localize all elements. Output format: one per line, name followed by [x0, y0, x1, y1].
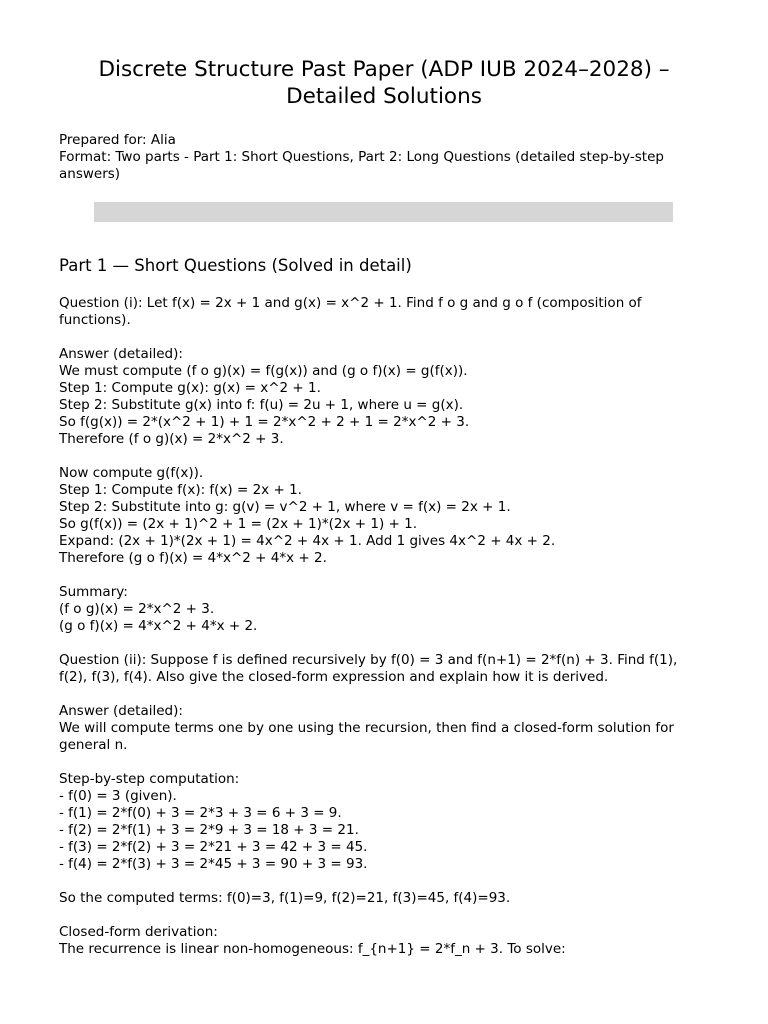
q1-summary-line: (f o g)(x) = 2*x^2 + 3. — [59, 601, 215, 617]
horizontal-divider — [94, 202, 673, 222]
q1-summary-label: Summary: — [59, 584, 128, 600]
q2-intro-line-2: general n. — [59, 737, 128, 753]
q1-line: Step 2: Substitute into g: g(v) = v^2 + 1, where v = f(x) = 2x + 1. — [59, 499, 511, 515]
q1-line: Therefore (g o f)(x) = 4*x^2 + 4*x + 2. — [59, 550, 327, 566]
q1-line: Now compute g(f(x)). — [59, 465, 204, 481]
q2-question-line-2: f(2), f(3), f(4). Also give the closed-form expression and explain how it is derived. — [59, 669, 609, 685]
q1-line: So f(g(x)) = 2*(x^2 + 1) + 1 = 2*x^2 + 2 + 1 = 2*x^2 + 3. — [59, 414, 470, 430]
q1-line: Expand: (2x + 1)*(2x + 1) = 4x^2 + 4x + 1. Add 1 gives 4x^2 + 4x + 2. — [59, 533, 556, 549]
q2-intro-line-1: We will compute terms one by one using the recursion, then find a closed-form solution for — [59, 720, 674, 736]
q2-question-line-1: Question (ii): Suppose f is defined recursively by f(0) = 3 and f(n+1) = 2*f(n) + 3. Find f(1), — [59, 652, 678, 668]
q1-line: Therefore (f o g)(x) = 2*x^2 + 3. — [59, 431, 284, 447]
q2-step: - f(1) = 2*f(0) + 3 = 2*3 + 3 = 6 + 3 = 9. — [59, 805, 342, 821]
q1-line: Step 1: Compute f(x): f(x) = 2x + 1. — [59, 482, 302, 498]
q1-answer-label: Answer (detailed): — [59, 346, 183, 362]
q2-step: - f(3) = 2*f(2) + 3 = 2*21 + 3 = 42 + 3 = 45. — [59, 839, 368, 855]
q1-line: Step 1: Compute g(x): g(x) = x^2 + 1. — [59, 380, 321, 396]
q2-computed-terms: So the computed terms: f(0)=3, f(1)=9, f(2)=21, f(3)=45, f(4)=93. — [59, 890, 511, 906]
q2-steps-label: Step-by-step computation: — [59, 771, 240, 787]
part1-body — [59, 295, 719, 958]
q1-line: So g(f(x)) = (2x + 1)^2 + 1 = (2x + 1)*(2x + 1) + 1. — [59, 516, 417, 532]
q1-summary-line: (g o f)(x) = 4*x^2 + 4*x + 2. — [59, 618, 258, 634]
prepared-for: Prepared for: Alia — [59, 132, 176, 148]
q1-line: We must compute (f o g)(x) = f(g(x)) and (g o f)(x) = g(f(x)). — [59, 363, 468, 379]
document-meta — [59, 132, 719, 183]
q2-answer-label: Answer (detailed): — [59, 703, 183, 719]
q1-question-line-1: Question (i): Let f(x) = 2x + 1 and g(x) = x^2 + 1. Find f o g and g o f (composition of — [59, 295, 642, 311]
q1-question-line-2: functions). — [59, 312, 131, 328]
q2-closed-form-label: Closed-form derivation: — [59, 924, 218, 940]
document-title — [40, 56, 728, 110]
q2-step: - f(4) = 2*f(3) + 3 = 2*45 + 3 = 90 + 3 = 93. — [59, 856, 368, 872]
title-line-2: Detailed Solutions — [286, 84, 482, 109]
part1-heading: Part 1 — Short Questions (Solved in detail) — [59, 256, 412, 275]
format-line-1: Format: Two parts - Part 1: Short Questions, Part 2: Long Questions (detailed step-by-step — [59, 149, 664, 165]
title-line-1: Discrete Structure Past Paper (ADP IUB 2024–2028) – — [98, 57, 670, 82]
format-line-2: answers) — [59, 166, 121, 182]
q2-step: - f(0) = 3 (given). — [59, 788, 177, 804]
q2-closed-form-line-1: The recurrence is linear non-homogeneous: f_{n+1} = 2*f_n + 3. To solve: — [59, 941, 566, 957]
q2-step: - f(2) = 2*f(1) + 3 = 2*9 + 3 = 18 + 3 = 21. — [59, 822, 359, 838]
q1-line: Step 2: Substitute g(x) into f: f(u) = 2u + 1, where u = g(x). — [59, 397, 464, 413]
